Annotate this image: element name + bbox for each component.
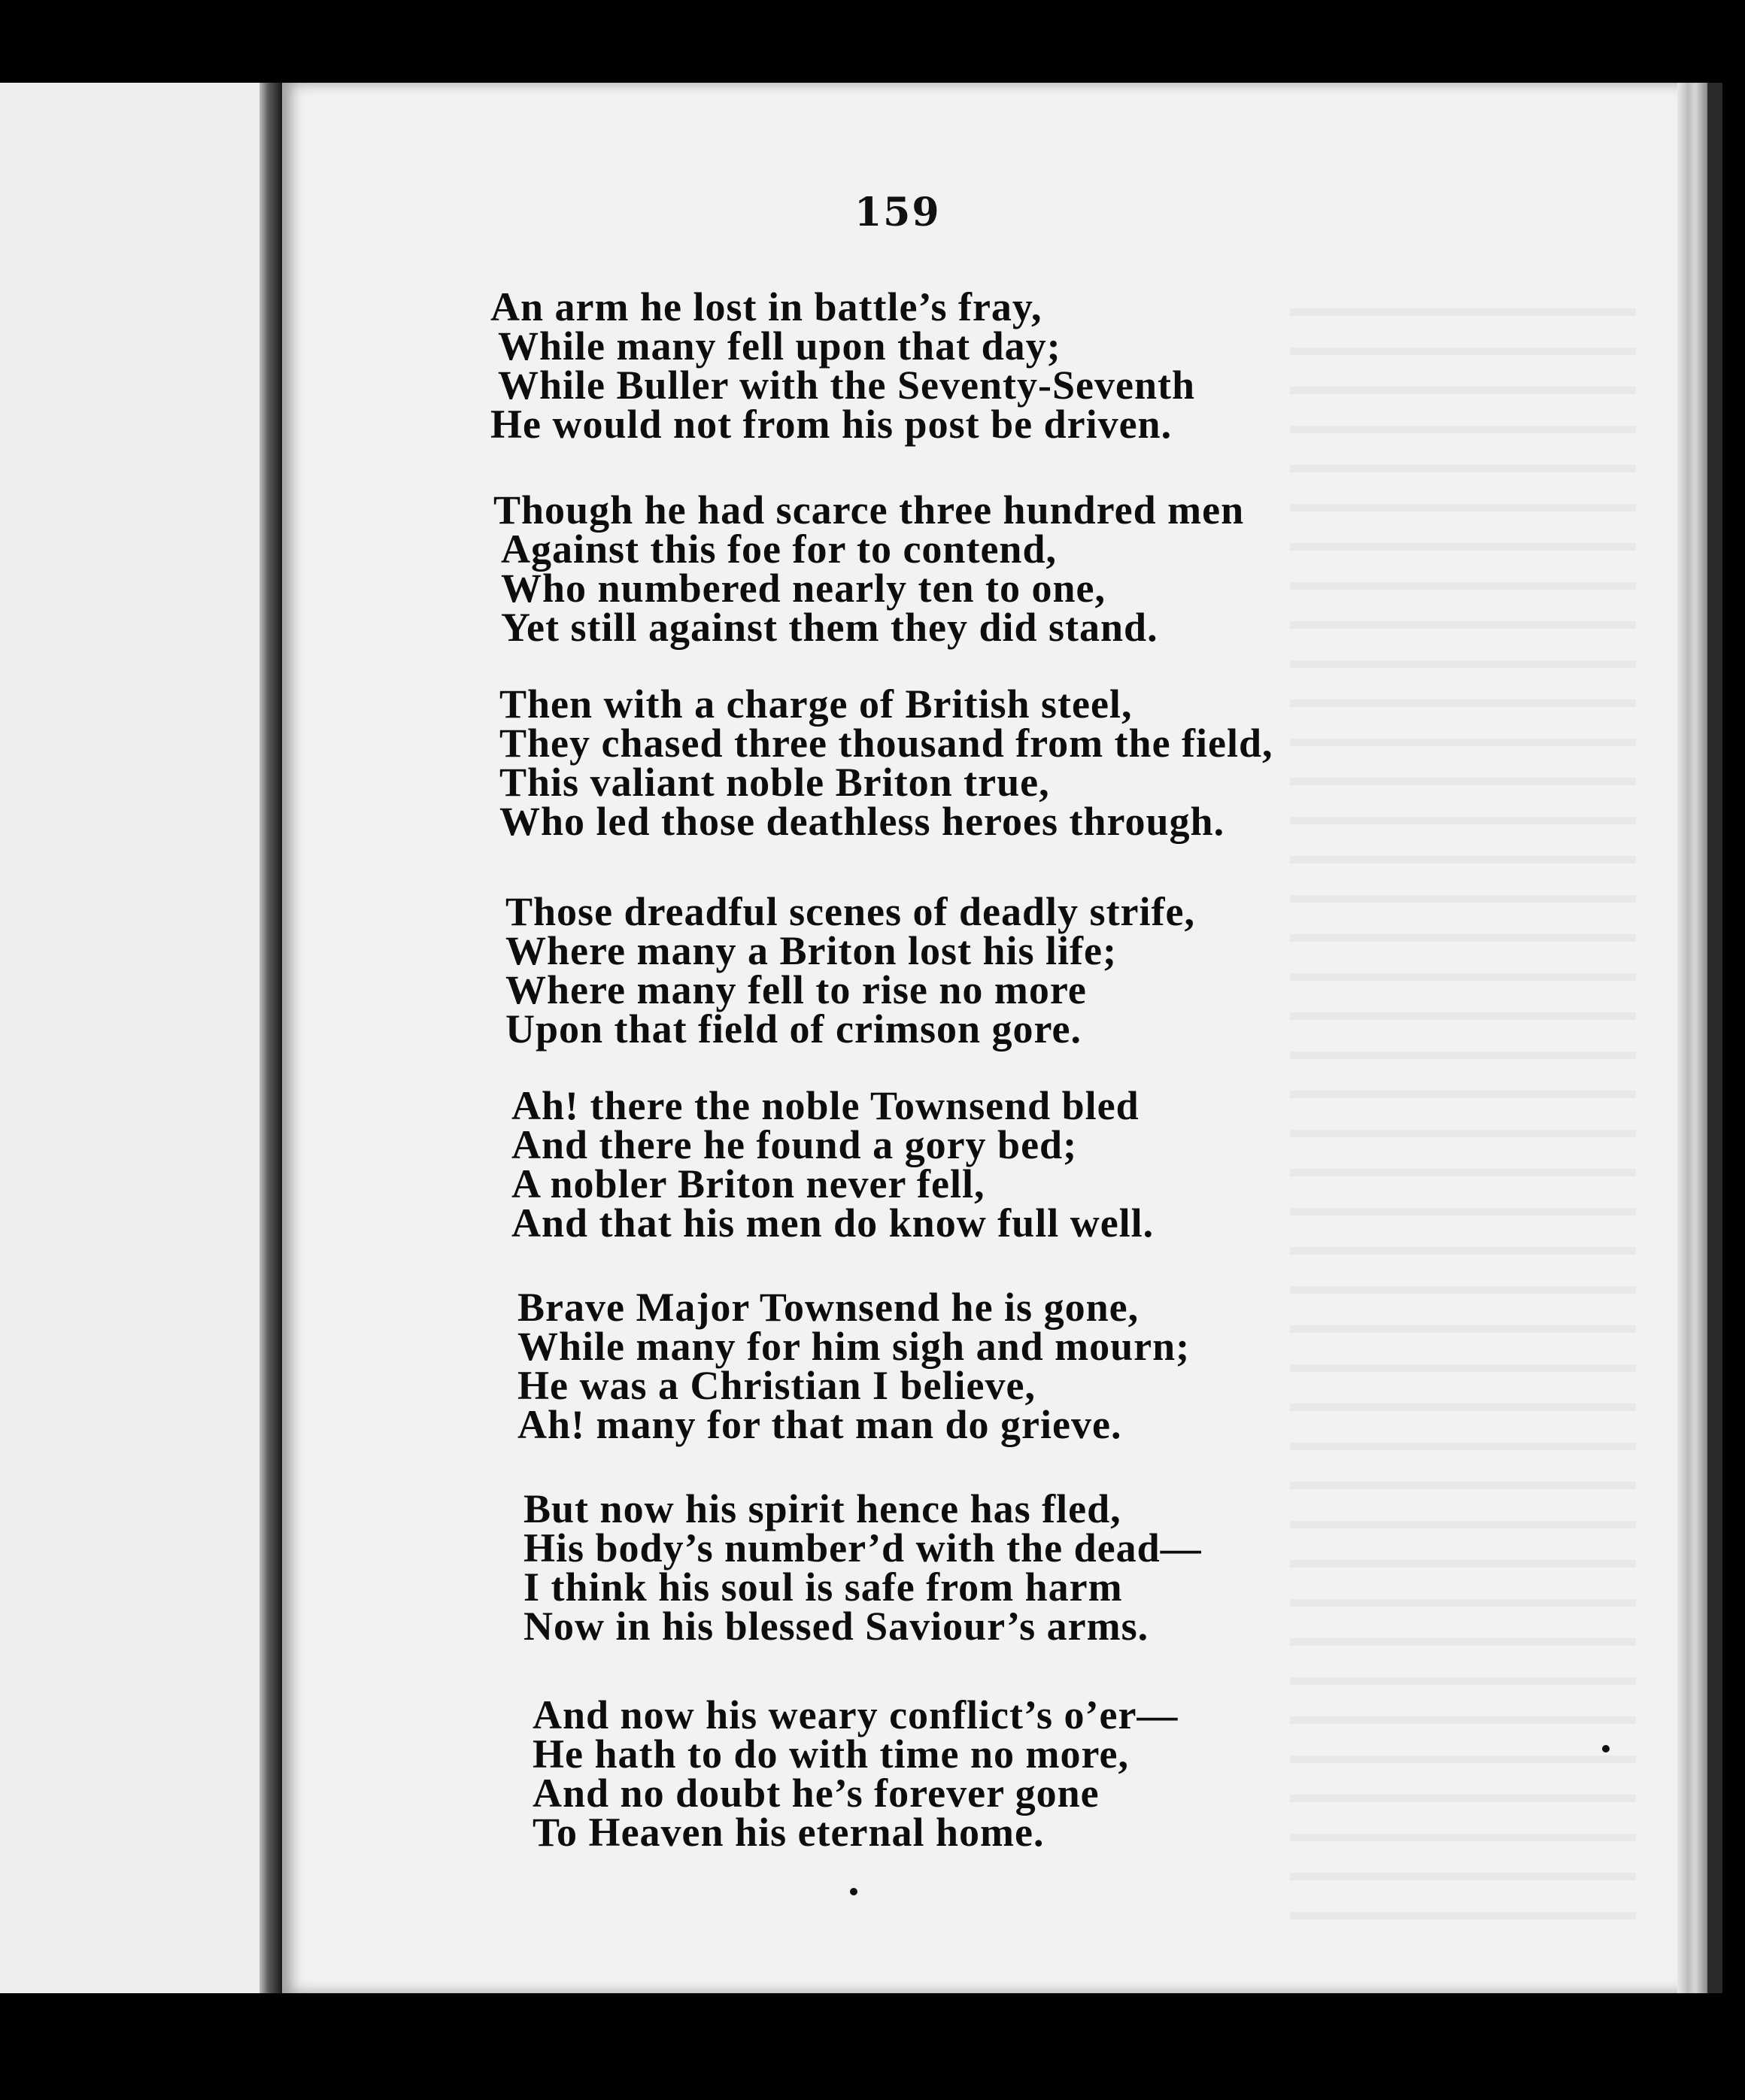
ink-speck — [1602, 1745, 1610, 1753]
poem-line: Ah! many for that man do grieve. — [517, 1402, 1122, 1447]
poem-line: Brave Major Townsend he is gone, — [517, 1285, 1140, 1330]
poem-line: Against this foe for to contend, — [501, 527, 1057, 572]
poem-line: And there he found a gory bed; — [511, 1122, 1078, 1167]
stanza — [505, 889, 1195, 1052]
poem-line: I think his soul is safe from harm — [524, 1564, 1123, 1610]
poem-line: Now in his blessed Saviour’s arms. — [524, 1604, 1149, 1649]
poem-line: This valiant noble Briton true, — [499, 760, 1050, 805]
page-edge — [1677, 83, 1707, 1993]
page-number: 159 — [854, 190, 941, 235]
stanza — [524, 1486, 1202, 1649]
stanza — [499, 681, 1273, 844]
poem-line: A nobler Briton never fell, — [511, 1161, 985, 1206]
book-gutter — [259, 83, 282, 1993]
poem-line: While many fell upon that day; — [498, 323, 1061, 369]
poem-line: Yet still against them they did stand. — [501, 605, 1158, 650]
poem-line: While many for him sigh and mourn; — [517, 1324, 1191, 1369]
page-edge-shadow — [1707, 83, 1722, 1993]
poem-line: And that his men do know full well. — [511, 1200, 1155, 1246]
poem-line: And no doubt he’s forever gone — [533, 1771, 1100, 1816]
poem-line: He would not from his post be driven. — [490, 402, 1173, 447]
poem-line: Those dreadful scenes of deadly strife, — [505, 889, 1195, 934]
poem-line: Where many a Briton lost his life; — [505, 928, 1117, 973]
poem-line: His body’s number’d with the dead— — [524, 1525, 1202, 1570]
poem-line: While Buller with the Seventy-Seventh — [498, 363, 1195, 408]
poem-line: Then with a charge of British steel, — [499, 681, 1133, 727]
poem-line: Though he had scarce three hundred men — [493, 487, 1245, 533]
poem-line: Upon that field of crimson gore. — [505, 1006, 1082, 1052]
poem-line: An arm he lost in battle’s fray, — [490, 284, 1042, 329]
left-page — [0, 83, 264, 1993]
poem-line: Who led those deathless heroes through. — [499, 799, 1225, 844]
poem-line: They chased three thousand from the field, — [499, 721, 1273, 766]
poem-line: Where many fell to rise no more — [505, 967, 1087, 1012]
poem-line: And now his weary conflict’s o’er— — [533, 1692, 1179, 1737]
poem-line: But now his spirit hence has fled, — [524, 1486, 1121, 1531]
bleed-through-shadow — [1290, 286, 1636, 1941]
ink-speck — [850, 1888, 857, 1895]
stanza — [517, 1285, 1191, 1447]
stanza — [511, 1083, 1155, 1246]
stanza — [490, 284, 1195, 447]
stanza — [533, 1692, 1179, 1855]
stanza — [493, 487, 1245, 650]
poem-line: He hath to do with time no more, — [533, 1731, 1129, 1777]
poem-line: To Heaven his eternal home. — [533, 1810, 1045, 1855]
poem-line: He was a Christian I believe, — [517, 1363, 1036, 1408]
poem-line: Who numbered nearly ten to one, — [501, 566, 1106, 611]
poem-line: Ah! there the noble Townsend bled — [511, 1083, 1140, 1128]
